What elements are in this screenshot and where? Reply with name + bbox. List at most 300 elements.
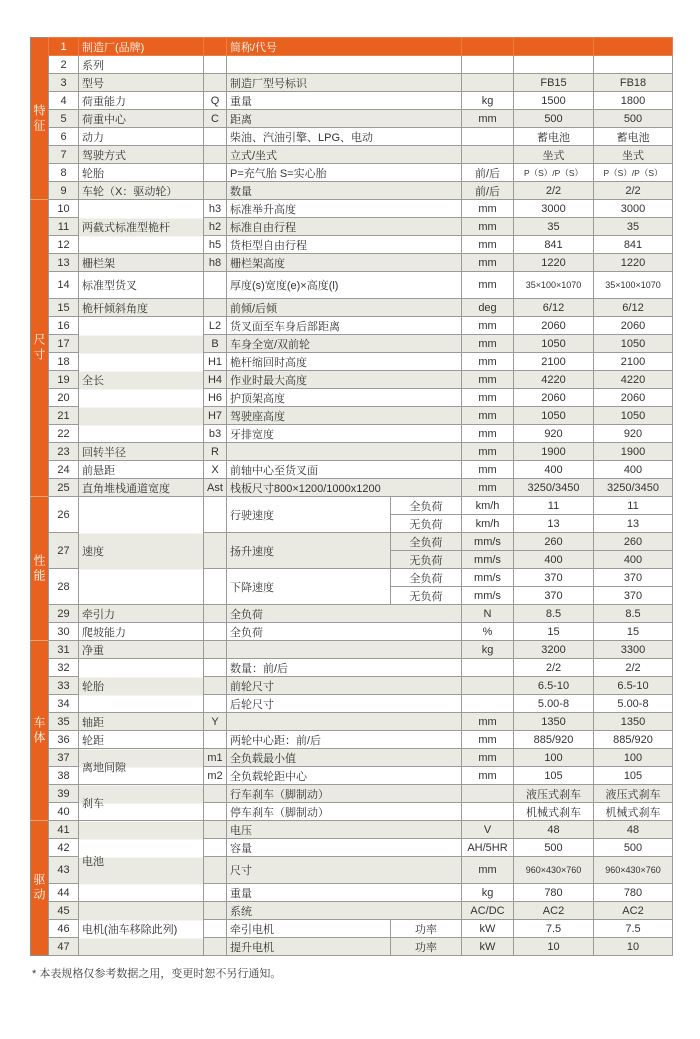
row-number: 31 xyxy=(49,641,79,659)
value-fb18: 400 xyxy=(594,461,673,479)
unit: mm/s xyxy=(462,533,514,551)
row-number: 46 xyxy=(49,920,79,938)
symbol xyxy=(204,938,227,956)
value-fb18: 1900 xyxy=(594,443,673,461)
row-number: 17 xyxy=(49,335,79,353)
description: 牵引电机 xyxy=(227,920,391,938)
unit: kg xyxy=(462,641,514,659)
symbol: m2 xyxy=(204,767,227,785)
unit xyxy=(462,695,514,713)
description: 下降速度 xyxy=(227,569,391,605)
value-fb18: 105 xyxy=(594,767,673,785)
symbol: H6 xyxy=(204,389,227,407)
value-fb15: FB15 xyxy=(514,74,594,92)
unit: deg xyxy=(462,299,514,317)
unit: mm xyxy=(462,479,514,497)
description: 厚度(s)宽度(e)×高度(l) xyxy=(227,272,462,299)
value-fb15: 780 xyxy=(514,884,594,902)
row-number: 10 xyxy=(49,200,79,218)
row-label: 型号 xyxy=(79,74,204,92)
unit: mm xyxy=(462,353,514,371)
unit: mm xyxy=(462,767,514,785)
value-fb18: 48 xyxy=(594,821,673,839)
description: 行车刹车（脚制动） xyxy=(227,785,462,803)
value-fb15: 6.5-10 xyxy=(514,677,594,695)
row-number: 32 xyxy=(49,659,79,677)
symbol: X xyxy=(204,461,227,479)
description: 全负载轮距中心 xyxy=(227,767,462,785)
value-fb18: 1220 xyxy=(594,254,673,272)
symbol xyxy=(204,731,227,749)
row-number: 4 xyxy=(49,92,79,110)
row-number: 11 xyxy=(49,218,79,236)
row-label: 轴距 xyxy=(79,713,204,731)
row-number: 8 xyxy=(49,164,79,182)
value-fb15: 370 xyxy=(514,587,594,605)
unit: mm xyxy=(462,335,514,353)
row-number: 34 xyxy=(49,695,79,713)
symbol: B xyxy=(204,335,227,353)
row-label: 电池 xyxy=(79,821,204,902)
value-fb18: 780 xyxy=(594,884,673,902)
row-number: 13 xyxy=(49,254,79,272)
unit: kg xyxy=(462,92,514,110)
value-fb18: 7.5 xyxy=(594,920,673,938)
row-number: 19 xyxy=(49,371,79,389)
value-fb18: 35×100×1070 xyxy=(594,272,673,299)
category-label: 性能 xyxy=(31,497,49,641)
description: 护顶架高度 xyxy=(227,389,462,407)
value-fb15: 5.00-8 xyxy=(514,695,594,713)
symbol xyxy=(204,569,227,605)
unit xyxy=(462,38,514,56)
value-fb15: 400 xyxy=(514,551,594,569)
description: 立式/坐式 xyxy=(227,146,462,164)
value-fb18: 3250/3450 xyxy=(594,479,673,497)
value-fb15: 35 xyxy=(514,218,594,236)
value-fb18: FB18 xyxy=(594,74,673,92)
value-fb18: 5.00-8 xyxy=(594,695,673,713)
row-number: 29 xyxy=(49,605,79,623)
value-fb18 xyxy=(594,38,673,56)
row-number: 2 xyxy=(49,56,79,74)
unit: N xyxy=(462,605,514,623)
value-fb18: 液压式刹车 xyxy=(594,785,673,803)
value-fb15: 1050 xyxy=(514,407,594,425)
value-fb15: 4220 xyxy=(514,371,594,389)
row-number: 24 xyxy=(49,461,79,479)
symbol xyxy=(204,74,227,92)
description: 制造厂型号标识 xyxy=(227,74,462,92)
value-fb18: 3300 xyxy=(594,641,673,659)
description xyxy=(227,713,462,731)
value-fb18: 35 xyxy=(594,218,673,236)
value-fb15: 500 xyxy=(514,110,594,128)
description xyxy=(227,641,462,659)
value-fb18: 6/12 xyxy=(594,299,673,317)
unit xyxy=(462,56,514,74)
description: 标准自由行程 xyxy=(227,218,462,236)
row-label: 净重 xyxy=(79,641,204,659)
row-number: 35 xyxy=(49,713,79,731)
condition: 全负荷 xyxy=(391,533,462,551)
value-fb18: 机械式刹车 xyxy=(594,803,673,821)
value-fb18: 500 xyxy=(594,839,673,857)
row-number: 33 xyxy=(49,677,79,695)
value-fb15: 13 xyxy=(514,515,594,533)
symbol xyxy=(204,182,227,200)
value-fb15: 11 xyxy=(514,497,594,515)
category-label: 驱动 xyxy=(31,821,49,956)
row-number: 30 xyxy=(49,623,79,641)
symbol xyxy=(204,56,227,74)
value-fb18: 1350 xyxy=(594,713,673,731)
row-number: 20 xyxy=(49,389,79,407)
row-number: 41 xyxy=(49,821,79,839)
row-label: 回转半径 xyxy=(79,443,204,461)
value-fb15: 100 xyxy=(514,749,594,767)
unit: mm xyxy=(462,425,514,443)
description: 前轮尺寸 xyxy=(227,677,462,695)
value-fb15: 1220 xyxy=(514,254,594,272)
symbol xyxy=(204,659,227,677)
description: 前轴中心至货叉面 xyxy=(227,461,462,479)
condition: 全负荷 xyxy=(391,569,462,587)
symbol xyxy=(204,623,227,641)
row-number: 40 xyxy=(49,803,79,821)
value-fb18: 2060 xyxy=(594,317,673,335)
value-fb18: 3000 xyxy=(594,200,673,218)
symbol xyxy=(204,902,227,920)
symbol xyxy=(204,821,227,839)
row-label: 电机(油车移除此列) xyxy=(79,902,204,956)
value-fb18: 11 xyxy=(594,497,673,515)
description: 提升电机 xyxy=(227,938,391,956)
symbol xyxy=(204,128,227,146)
symbol xyxy=(204,533,227,569)
unit: mm/s xyxy=(462,551,514,569)
row-number: 39 xyxy=(49,785,79,803)
value-fb18: 841 xyxy=(594,236,673,254)
row-label: 两截式标准型桅杆 xyxy=(79,200,204,254)
unit: mm xyxy=(462,236,514,254)
unit: mm xyxy=(462,443,514,461)
value-fb18 xyxy=(594,56,673,74)
description: 简称/代号 xyxy=(227,38,462,56)
unit: mm xyxy=(462,461,514,479)
description: 货叉面至车身后部距离 xyxy=(227,317,462,335)
symbol: H4 xyxy=(204,371,227,389)
unit: mm/s xyxy=(462,569,514,587)
condition: 功率 xyxy=(391,938,462,956)
value-fb18: 10 xyxy=(594,938,673,956)
value-fb18: 960×430×760 xyxy=(594,857,673,884)
spec-sheet xyxy=(30,37,700,981)
row-label: 桅杆倾斜角度 xyxy=(79,299,204,317)
condition: 无负荷 xyxy=(391,587,462,605)
description: 车身全宽/双前轮 xyxy=(227,335,462,353)
unit: mm xyxy=(462,371,514,389)
row-number: 42 xyxy=(49,839,79,857)
unit: mm xyxy=(462,200,514,218)
description: 桅杆缩回时高度 xyxy=(227,353,462,371)
description: 两轮中心距：前/后 xyxy=(227,731,462,749)
value-fb18: AC2 xyxy=(594,902,673,920)
description: 后轮尺寸 xyxy=(227,695,462,713)
symbol: h5 xyxy=(204,236,227,254)
description: 标准举升高度 xyxy=(227,200,462,218)
value-fb15: 15 xyxy=(514,623,594,641)
unit: mm xyxy=(462,749,514,767)
row-label: 直角堆栈通道宽度 xyxy=(79,479,204,497)
value-fb18: 2060 xyxy=(594,389,673,407)
row-number: 23 xyxy=(49,443,79,461)
unit xyxy=(462,146,514,164)
value-fb15: 885/920 xyxy=(514,731,594,749)
symbol: h3 xyxy=(204,200,227,218)
value-fb15: 105 xyxy=(514,767,594,785)
row-number: 27 xyxy=(49,533,79,569)
footnote: * 本表规格仅参考数据之用，变更时恕不另行通知。 xyxy=(32,968,282,980)
spec-table-body xyxy=(31,38,673,956)
row-number: 1 xyxy=(49,38,79,56)
description xyxy=(227,443,462,461)
description: 全负载最小值 xyxy=(227,749,462,767)
forklift-spec-table xyxy=(30,37,673,956)
row-number: 21 xyxy=(49,407,79,425)
description: 全负荷 xyxy=(227,605,462,623)
description: 货柜型自由行程 xyxy=(227,236,462,254)
row-number: 3 xyxy=(49,74,79,92)
description: P=充气胎 S=实心胎 xyxy=(227,164,462,182)
unit: mm xyxy=(462,389,514,407)
value-fb15: 2/2 xyxy=(514,182,594,200)
category-label: 特征 xyxy=(31,38,49,200)
value-fb18: 蓄电池 xyxy=(594,128,673,146)
symbol: L2 xyxy=(204,317,227,335)
row-number: 26 xyxy=(49,497,79,533)
row-number: 43 xyxy=(49,857,79,884)
symbol: C xyxy=(204,110,227,128)
unit: km/h xyxy=(462,515,514,533)
unit: mm xyxy=(462,218,514,236)
value-fb15: 3000 xyxy=(514,200,594,218)
symbol: H1 xyxy=(204,353,227,371)
value-fb15: 1500 xyxy=(514,92,594,110)
unit: mm xyxy=(462,317,514,335)
row-number: 14 xyxy=(49,272,79,299)
row-number: 18 xyxy=(49,353,79,371)
row-number: 6 xyxy=(49,128,79,146)
row-label: 荷重能力 xyxy=(79,92,204,110)
description: 电压 xyxy=(227,821,462,839)
symbol xyxy=(204,884,227,902)
symbol xyxy=(204,695,227,713)
value-fb18: 13 xyxy=(594,515,673,533)
row-number: 25 xyxy=(49,479,79,497)
unit xyxy=(462,659,514,677)
unit: V xyxy=(462,821,514,839)
value-fb15: 3200 xyxy=(514,641,594,659)
value-fb18: 1800 xyxy=(594,92,673,110)
condition: 无负荷 xyxy=(391,515,462,533)
symbol xyxy=(204,803,227,821)
value-fb15: P（S）/P（S） xyxy=(514,164,594,182)
value-fb15: 10 xyxy=(514,938,594,956)
value-fb15: 7.5 xyxy=(514,920,594,938)
value-fb18: P（S）/P（S） xyxy=(594,164,673,182)
description: 重量 xyxy=(227,92,462,110)
row-number: 7 xyxy=(49,146,79,164)
row-label: 爬坡能力 xyxy=(79,623,204,641)
symbol xyxy=(204,605,227,623)
row-label: 轮胎 xyxy=(79,164,204,182)
row-number: 12 xyxy=(49,236,79,254)
value-fb15: 400 xyxy=(514,461,594,479)
value-fb18: 885/920 xyxy=(594,731,673,749)
symbol xyxy=(204,920,227,938)
category-label: 车体 xyxy=(31,641,49,821)
value-fb15: 260 xyxy=(514,533,594,551)
description: 重量 xyxy=(227,884,462,902)
value-fb15: 2100 xyxy=(514,353,594,371)
value-fb18: 坐式 xyxy=(594,146,673,164)
unit: kW xyxy=(462,938,514,956)
value-fb18: 2100 xyxy=(594,353,673,371)
value-fb18: 1050 xyxy=(594,407,673,425)
unit: AC/DC xyxy=(462,902,514,920)
unit: AH/5HR xyxy=(462,839,514,857)
condition: 无负荷 xyxy=(391,551,462,569)
value-fb15: 1350 xyxy=(514,713,594,731)
description: 栅栏架高度 xyxy=(227,254,462,272)
row-label: 全长 xyxy=(79,317,204,443)
description: 栈板尺寸800×1200/1000x1200 xyxy=(227,479,462,497)
description: 前倾/后倾 xyxy=(227,299,462,317)
description: 行驶速度 xyxy=(227,497,391,533)
description: 距离 xyxy=(227,110,462,128)
unit: mm xyxy=(462,857,514,884)
row-label: 驾驶方式 xyxy=(79,146,204,164)
symbol xyxy=(204,164,227,182)
row-number: 22 xyxy=(49,425,79,443)
unit xyxy=(462,677,514,695)
unit: mm xyxy=(462,407,514,425)
symbol xyxy=(204,146,227,164)
row-label: 荷重中心 xyxy=(79,110,204,128)
value-fb15: 48 xyxy=(514,821,594,839)
symbol xyxy=(204,641,227,659)
row-number: 16 xyxy=(49,317,79,335)
row-label: 速度 xyxy=(79,497,204,605)
value-fb18: 15 xyxy=(594,623,673,641)
unit: km/h xyxy=(462,497,514,515)
row-label: 刹车 xyxy=(79,785,204,821)
value-fb18: 6.5-10 xyxy=(594,677,673,695)
symbol: h2 xyxy=(204,218,227,236)
condition: 功率 xyxy=(391,920,462,938)
value-fb15: 500 xyxy=(514,839,594,857)
value-fb18: 1050 xyxy=(594,335,673,353)
unit: mm xyxy=(462,713,514,731)
symbol xyxy=(204,272,227,299)
value-fb18: 100 xyxy=(594,749,673,767)
description: 数量 xyxy=(227,182,462,200)
symbol: Q xyxy=(204,92,227,110)
row-number: 36 xyxy=(49,731,79,749)
unit: mm xyxy=(462,731,514,749)
value-fb15: 960×430×760 xyxy=(514,857,594,884)
value-fb18: 8.5 xyxy=(594,605,673,623)
value-fb15: 920 xyxy=(514,425,594,443)
unit: kW xyxy=(462,920,514,938)
value-fb18: 500 xyxy=(594,110,673,128)
row-label: 标准型货叉 xyxy=(79,272,204,299)
row-label: 离地间隙 xyxy=(79,749,204,785)
symbol: Ast xyxy=(204,479,227,497)
row-number: 28 xyxy=(49,569,79,605)
value-fb15: 1050 xyxy=(514,335,594,353)
unit: mm xyxy=(462,110,514,128)
unit xyxy=(462,785,514,803)
row-label: 动力 xyxy=(79,128,204,146)
value-fb18: 2/2 xyxy=(594,659,673,677)
symbol: b3 xyxy=(204,425,227,443)
symbol: Y xyxy=(204,713,227,731)
unit xyxy=(462,74,514,92)
value-fb15: 坐式 xyxy=(514,146,594,164)
symbol xyxy=(204,839,227,857)
value-fb18: 260 xyxy=(594,533,673,551)
value-fb18: 400 xyxy=(594,551,673,569)
value-fb15: 液压式刹车 xyxy=(514,785,594,803)
value-fb15: 8.5 xyxy=(514,605,594,623)
value-fb15: 2060 xyxy=(514,389,594,407)
description: 全负荷 xyxy=(227,623,462,641)
description xyxy=(227,56,462,74)
value-fb15 xyxy=(514,38,594,56)
row-number: 15 xyxy=(49,299,79,317)
value-fb15: 841 xyxy=(514,236,594,254)
value-fb18: 4220 xyxy=(594,371,673,389)
row-number: 47 xyxy=(49,938,79,956)
value-fb15: 35×100×1070 xyxy=(514,272,594,299)
row-number: 44 xyxy=(49,884,79,902)
value-fb15: 机械式刹车 xyxy=(514,803,594,821)
row-label: 制造厂(品牌) xyxy=(79,38,204,56)
symbol xyxy=(204,857,227,884)
symbol xyxy=(204,299,227,317)
value-fb15: 2/2 xyxy=(514,659,594,677)
row-number: 5 xyxy=(49,110,79,128)
row-label: 车轮（X：驱动轮） xyxy=(79,182,204,200)
value-fb15: 2060 xyxy=(514,317,594,335)
value-fb18: 920 xyxy=(594,425,673,443)
value-fb18: 2/2 xyxy=(594,182,673,200)
value-fb15: 370 xyxy=(514,569,594,587)
unit xyxy=(462,128,514,146)
row-number: 38 xyxy=(49,767,79,785)
description: 作业时最大高度 xyxy=(227,371,462,389)
row-label: 轮距 xyxy=(79,731,204,749)
symbol xyxy=(204,38,227,56)
symbol: m1 xyxy=(204,749,227,767)
description: 停车刹车（脚制动） xyxy=(227,803,462,821)
unit: % xyxy=(462,623,514,641)
description: 数量：前/后 xyxy=(227,659,462,677)
condition: 全负荷 xyxy=(391,497,462,515)
value-fb18: 370 xyxy=(594,587,673,605)
